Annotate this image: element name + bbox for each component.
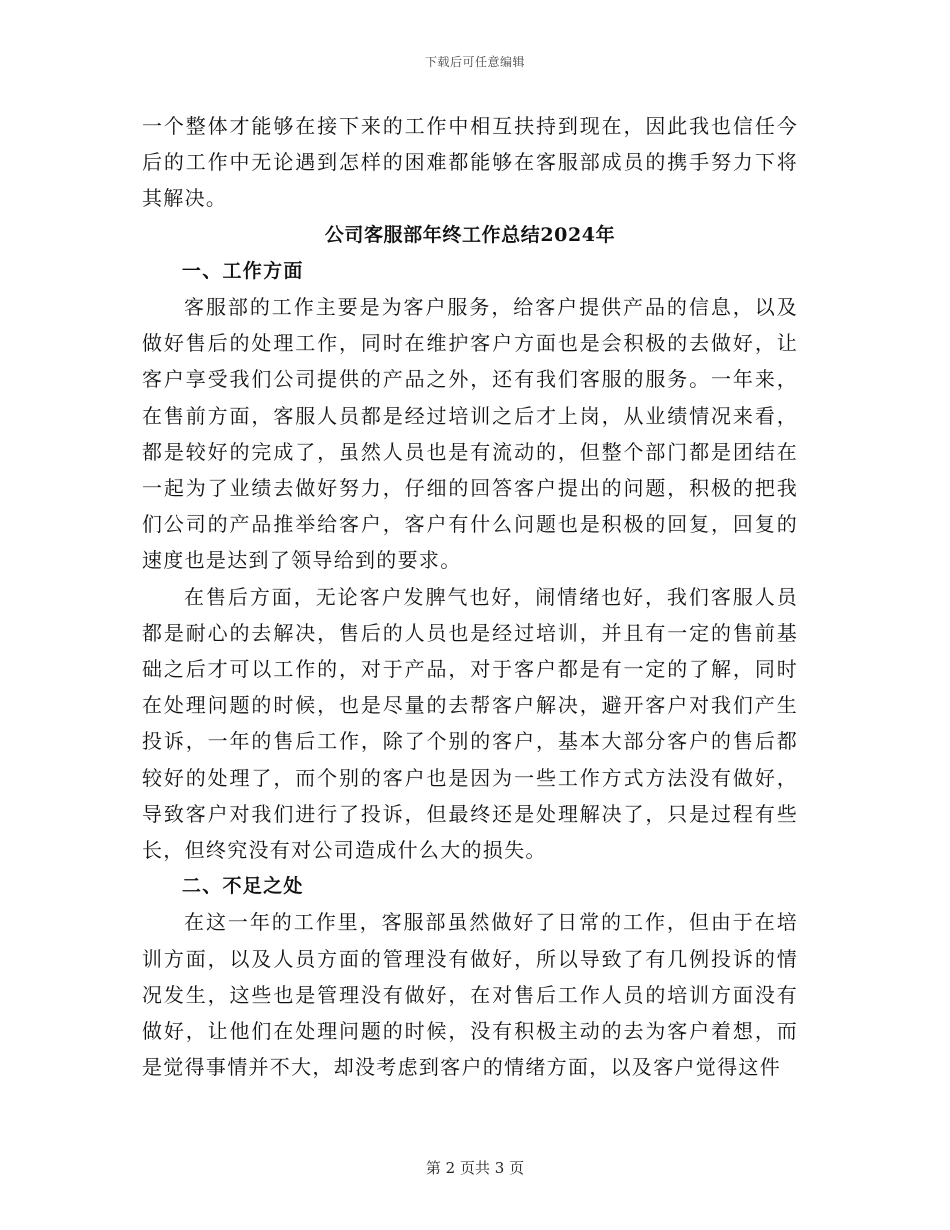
paragraph-shortcomings: 在这一年的工作里，客服部虽然做好了日常的工作，但由于在培训方面，以及人员方面的管理没有做好，所以导致了有几例投诉的情况发生，这些也是管理没有做好，在对售后工作人员的培训方面没有做好，让他们在处理问题的时候，没有积极主动的去为客户着想，而是觉得事情并不大，却没考虑到客户的情绪方面，以及客户觉得这件: [142, 910, 798, 1080]
section-heading-shortcomings: 二、不足之处: [181, 875, 304, 898]
section-heading-work: 一、工作方面: [181, 259, 304, 282]
document-title: 公司客服部年终工作总结2024年: [324, 223, 616, 246]
continued-paragraph: 一个整体才能够在接下来的工作中相互扶持到现在，因此我也信任今后的工作中无论遇到怎样的困难都能够在客服部成员的携手努力下将其解决。: [142, 114, 798, 211]
page-header: 下载后可任意编辑: [424, 55, 525, 69]
document-body: [142, 108, 798, 1085]
paragraph-aftersales: 在售后方面，无论客户发脾气也好，闹情绪也好，我们客服人员都是耐心的去解决，售后的人员也是经过培训，并且有一定的售前基础之后才可以工作的，对于产品，对于客户都是有一定的了解，同时在处理问题的时候，也是尽量的去帮客户解决，避开客户对我们产生投诉，一年的售后工作，除了个别的客户，基本大部分客户的售后都较好的处理了，而个别的客户也是因为一些工作方式方法没有做好，导致客户对我们进行了投诉，但最终还是处理解决了，只是过程有些长，但终究没有对公司造成什么大的损失。: [142, 584, 798, 863]
page-footer: 第 2 页共 3 页: [425, 1159, 525, 1177]
paragraph-presales: 客服部的工作主要是为客户服务，给客户提供产品的信息，以及做好售后的处理工作，同时在维护客户方面也是会积极的去做好，让客户享受我们公司提供的产品之外，还有我们客服的服务。一年来，在售前方面，客服人员都是经过培训之后才上岗，从业绩情况来看，都是较好的完成了，虽然人员也是有流动的，但整个部门都是团结在一起为了业绩去做好努力，仔细的回答客户提出的问题，积极的把我们公司的产品推举给客户，客户有什么问题也是积极的回复，回复的速度也是达到了领导给到的要求。: [142, 295, 798, 573]
